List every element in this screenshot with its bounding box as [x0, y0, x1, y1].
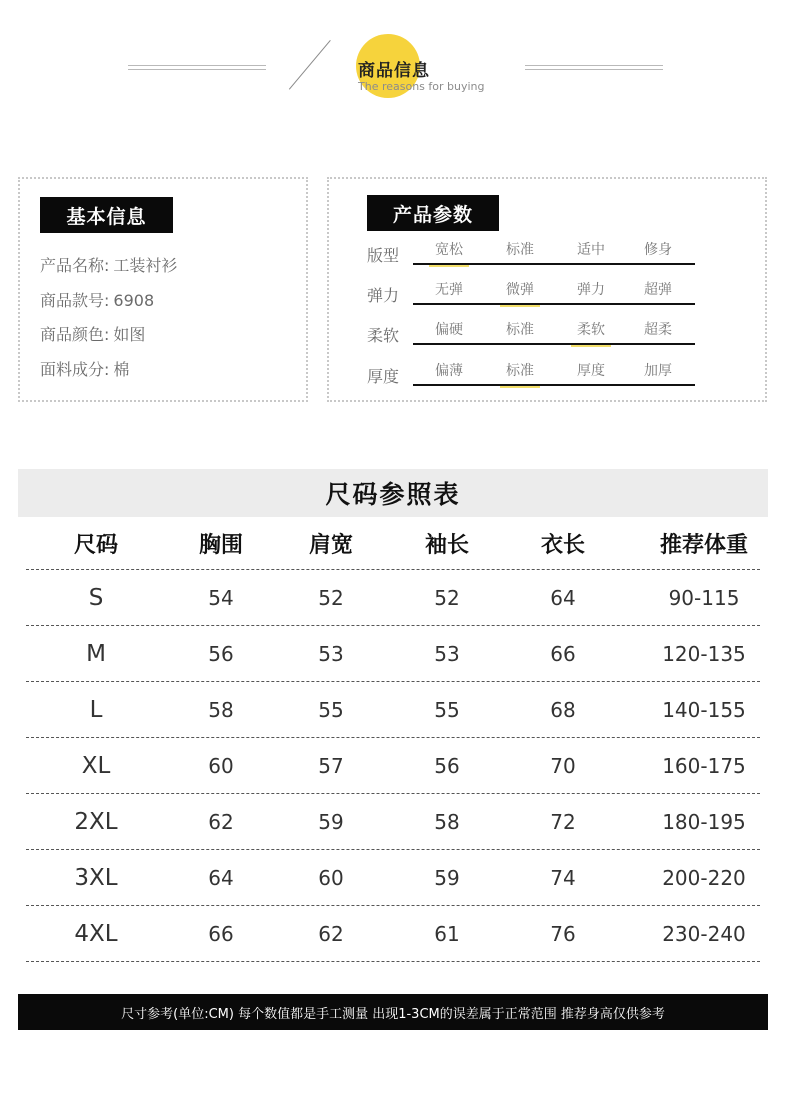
sleeve-cell: 58: [434, 809, 460, 834]
param-option: 超柔: [644, 322, 672, 338]
size-cell: L: [89, 696, 103, 723]
length-cell: 64: [550, 585, 576, 610]
table-row: [26, 738, 760, 794]
weight-cell: 180-195: [662, 809, 746, 834]
basic-info-tag: 基本信息: [40, 197, 173, 233]
column-header-sleeve: 袖长: [424, 532, 469, 558]
column-header-weight: 推荐体重: [659, 532, 748, 558]
table-row: [26, 906, 760, 962]
chest-cell: 56: [208, 641, 234, 666]
table-row: [26, 570, 760, 626]
param-row-softness: [367, 319, 697, 345]
length-cell: 70: [550, 753, 576, 778]
info-row-color: [40, 322, 145, 345]
param-option-selected: 宽松: [427, 239, 471, 259]
sleeve-cell: 52: [434, 585, 460, 610]
size-cell: 2XL: [74, 808, 118, 835]
param-option: 无弹: [435, 282, 463, 298]
param-label: 厚度: [367, 367, 400, 386]
table-row: [26, 682, 760, 738]
size-cell: M: [86, 640, 106, 667]
header-divider-right: [525, 65, 663, 70]
shoulder-cell: 60: [318, 865, 344, 890]
length-cell: 72: [550, 809, 576, 834]
weight-cell: 140-155: [662, 697, 746, 722]
column-header-size: 尺码: [73, 532, 118, 558]
chest-cell: 66: [208, 921, 234, 946]
weight-cell: 90-115: [668, 585, 740, 610]
column-header-shoulder: 肩宽: [308, 532, 353, 558]
shoulder-cell: 52: [318, 585, 344, 610]
param-underline: [413, 303, 695, 305]
param-label: 柔软: [367, 326, 400, 345]
shoulder-cell: 57: [318, 753, 344, 778]
info-label: 商品颜色:: [40, 325, 110, 344]
param-option-selected: 柔软: [569, 319, 613, 339]
chest-cell: 62: [208, 809, 234, 834]
weight-cell: 160-175: [662, 753, 746, 778]
column-header-chest: 胸围: [198, 532, 243, 558]
param-underline: [413, 263, 695, 265]
info-row-style-number: [40, 288, 154, 311]
param-row-fit: [367, 239, 697, 265]
param-option: 修身: [644, 242, 672, 258]
header-divider-left: [128, 65, 266, 70]
chest-cell: 64: [208, 865, 234, 890]
param-option: 厚度: [577, 363, 605, 379]
info-value: 棉: [113, 360, 130, 379]
size-cell: XL: [81, 752, 111, 779]
sleeve-cell: 55: [434, 697, 460, 722]
size-chart-table: [26, 517, 760, 962]
page-subtitle: The reasons for buying: [358, 80, 485, 93]
table-row: [26, 626, 760, 682]
shoulder-cell: 55: [318, 697, 344, 722]
param-option: 偏薄: [435, 363, 463, 379]
info-value: 如图: [113, 325, 146, 344]
param-option-selected: 标准: [498, 360, 542, 380]
weight-cell: 120-135: [662, 641, 746, 666]
product-params-tag: 产品参数: [367, 195, 499, 231]
page-title: 商品信息: [358, 61, 430, 81]
info-row-fabric: [40, 357, 129, 380]
param-option: 适中: [577, 242, 605, 258]
chest-cell: 60: [208, 753, 234, 778]
size-chart-title: 尺码参照表: [18, 469, 768, 517]
param-underline: [413, 384, 695, 386]
info-label: 面料成分:: [40, 360, 110, 379]
info-value: 工装衬衫: [113, 256, 178, 275]
column-header-length: 衣长: [540, 532, 585, 558]
shoulder-cell: 62: [318, 921, 344, 946]
length-cell: 66: [550, 641, 576, 666]
info-label: 产品名称:: [40, 256, 110, 275]
length-cell: 74: [550, 865, 576, 890]
param-underline: [413, 343, 695, 345]
param-option-selected: 微弹: [498, 279, 542, 299]
sleeve-cell: 53: [434, 641, 460, 666]
weight-cell: 230-240: [662, 921, 746, 946]
shoulder-cell: 53: [318, 641, 344, 666]
sleeve-cell: 61: [434, 921, 460, 946]
param-option: 标准: [506, 322, 534, 338]
size-chart-header-row: [26, 517, 760, 570]
measurement-note: 尺寸参考(单位:CM) 每个数值都是手工测量 出现1-3CM的误差属于正常范围 推荐身高仅供参考: [18, 994, 768, 1030]
param-option: 超弹: [644, 282, 672, 298]
size-cell: 4XL: [74, 920, 118, 947]
info-row-name: [40, 253, 177, 276]
sleeve-cell: 56: [434, 753, 460, 778]
param-option: 弹力: [577, 282, 605, 298]
chest-cell: 58: [208, 697, 234, 722]
info-label: 商品款号:: [40, 291, 110, 310]
param-option: 偏硬: [435, 322, 463, 338]
product-params-panel: [327, 177, 767, 402]
length-cell: 76: [550, 921, 576, 946]
table-row: [26, 850, 760, 906]
length-cell: 68: [550, 697, 576, 722]
chest-cell: 54: [208, 585, 234, 610]
param-label: 弹力: [367, 286, 400, 305]
sleeve-cell: 59: [434, 865, 460, 890]
info-value: 6908: [113, 291, 155, 310]
param-option: 加厚: [644, 363, 672, 379]
header-slash-decoration: [289, 40, 331, 90]
size-cell: S: [88, 584, 104, 611]
shoulder-cell: 59: [318, 809, 344, 834]
param-label: 版型: [367, 246, 400, 265]
param-row-stretch: [367, 279, 697, 305]
basic-info-panel: [18, 177, 308, 402]
param-row-thickness: [367, 360, 697, 386]
param-option: 标准: [506, 242, 534, 258]
weight-cell: 200-220: [662, 865, 746, 890]
table-row: [26, 794, 760, 850]
size-cell: 3XL: [74, 864, 118, 891]
